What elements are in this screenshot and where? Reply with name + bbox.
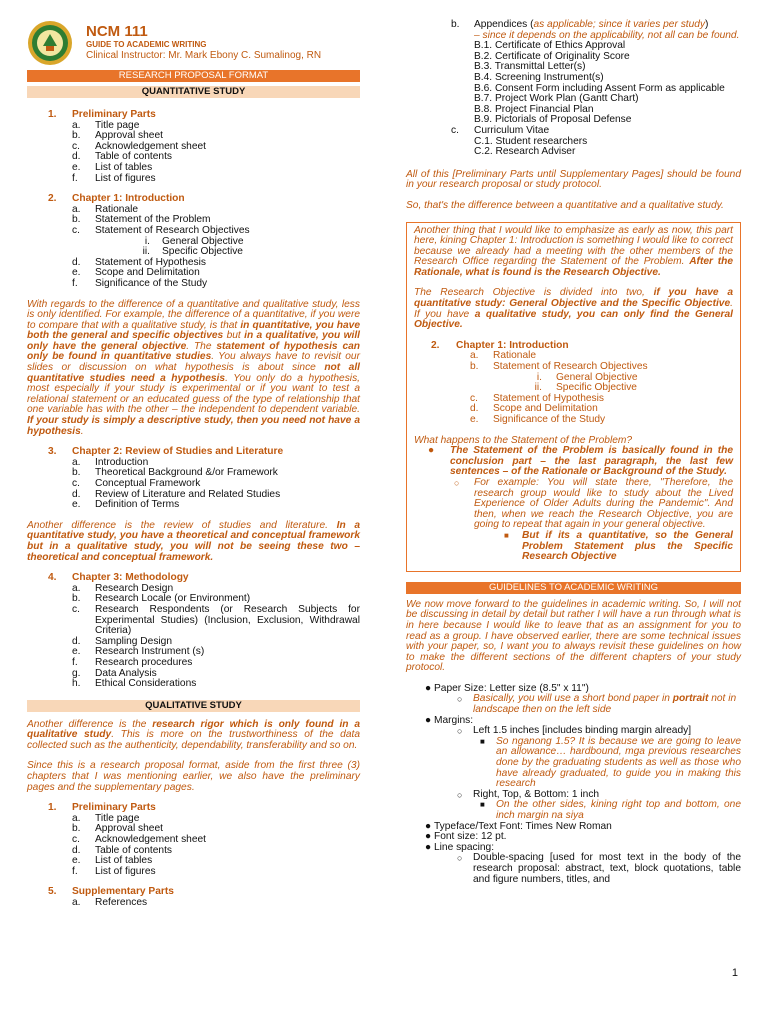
list-item: a. Title page	[72, 119, 140, 131]
paragraph-proposal-format: Since this is a research proposal format, aside from the first three (3) chapters that I was mentioning earlier, we also have the preliminary pages and the supplementary pages.	[27, 760, 360, 793]
guideline-bullet: ● Paper Size: Letter size (8.5" x 11")	[425, 682, 589, 694]
list-item: b. Research Locale (or Environment)	[72, 593, 251, 605]
guideline-bullet: ● Typeface/Text Font: Times New Roman	[425, 820, 612, 832]
list-item: c. Research Respondents (or Research Subjects for Experimental Studies) (Inclusion, Exclusion, Withdrawal Criteria)	[72, 603, 360, 637]
list-item: b. Approval sheet	[72, 130, 163, 142]
paragraph-guidelines: We now move forward to the guidelines in academic writing. So, I will not be discussing in detail by detail but rather I will have a run through what is in here because I would like to leave that as an assignment for you to read as a group. I have observed earlier, there are some technical issues with your paper, so, I want you to always revisit these guidelines on how to make the different sections of the different chapters of your study protocol.	[406, 598, 741, 674]
list-heading: 1. Preliminary Parts	[48, 802, 156, 814]
box-list-item: a. Rationale	[470, 350, 537, 362]
right-column	[406, 0, 741, 885]
appendix-item: B.7. Project Work Plan (Gantt Chart)	[474, 93, 639, 105]
cv-item: c. Curriculum Vitae	[451, 124, 550, 136]
box-list-item: b. Statement of Research Objectives	[470, 361, 648, 373]
list-item: d. Sampling Design	[72, 635, 173, 647]
section-bar-research-proposal: RESEARCH PROPOSAL FORMAT	[27, 70, 360, 82]
list-item: a. Introduction	[72, 456, 149, 468]
paragraph-rigor: Another difference is the research rigor which is only found in a qualitative study. This is more on the trustworthiness of the data collected such as the authenticity, dependability, transferability and so on.	[27, 718, 360, 751]
guideline-subsubbullet: ■ So nganong 1.5? It is because we are going to leave an allowance… hardbound, mga previous researches done by the graduating students as well as those who have already graduated, to guide you in making this research	[480, 735, 741, 790]
sub-list-item: i. General Objective	[144, 235, 244, 247]
list-item: b. Theoretical Background &/or Framework	[72, 467, 278, 479]
list-heading: 1. Preliminary Parts	[48, 109, 156, 120]
box-question: What happens to the Statement of the Problem?	[414, 434, 633, 446]
guideline-subbullet: ○ Right, Top, & Bottom: 1 inch	[457, 788, 600, 800]
guideline-subsubbullet: ■ On the other sides, kining right top and bottom, one inch margin na siya	[480, 799, 741, 821]
guideline-bullet: ● Font size: 12 pt.	[425, 831, 507, 843]
school-seal-logo	[27, 20, 73, 66]
list-heading: 3. Chapter 2: Review of Studies and Literature	[48, 446, 284, 458]
list-heading: 2. Chapter 1: Introduction	[431, 339, 569, 351]
list-item: a. Research Design	[72, 582, 174, 594]
appendix-item: B.2. Certificate of Originality Score	[474, 50, 630, 62]
list-item: d. Table of contents	[72, 844, 173, 856]
box-paragraph-intro: Another thing that I would like to emphasize as early as now, this part here, kining Chapter 1: Introduction is something I would like to correct because we already had a meeting with the other members of the Research Office regarding the Statement of the Problem. After the Rationale, what is found is the Research Objective.	[414, 224, 733, 278]
box-list-item: c. Statement of Hypothesis	[470, 392, 604, 404]
guideline-bullet: ● Line spacing:	[425, 841, 495, 853]
box-subbullet: ○ For example: You will state there, "Therefore, the research group would like to study about the Lived Experience of Older Adults during the Pandemic". And then, when we reach the Research Objective, you are going to repeat that again in your general objective.	[454, 476, 733, 531]
box-sub-list-item: i. General Objective	[536, 371, 638, 383]
list-item: d. Table of contents	[72, 151, 173, 163]
paragraph-all-of-this: All of this [Preliminary Parts until Supplementary Pages] should be found in your research proposal or study protocol.	[406, 168, 741, 191]
list-item: d. Review of Literature and Related Studies	[72, 488, 281, 500]
list-item: f. Significance of the Study	[72, 277, 208, 289]
guideline-bullet: ● Margins:	[425, 714, 474, 726]
list-item: e. Definition of Terms	[72, 499, 180, 511]
cv-sub-item: C.1. Student researchers	[474, 135, 588, 147]
paragraph-hypothesis: With regards to the difference of a quantitative and qualitative study, less is only identified. For example, the difference of a quantitative, if you were to compare that with a qualitative study, is that in quantitative, you have both the general and specific objectives but in a qualitative, you will only have the general objective. The statement of hypothesis can only be found in quantitative studies. You always have to revisit our slides or discussion on what hypothesis is about since not all quantitative studies need a hypothesis. You only do a hypothesis, most especially if your study is experimental or if you want to test a relational statement or an educated guess of the type of relationship that one variable has with the other – the independent to dependent variable. If your study is simply a descriptive study, then you need not have a hypothesis.	[27, 298, 361, 437]
list-item: a. Rationale	[72, 203, 139, 215]
paragraph-difference: So, that's the difference between a quantitative and a qualitative study.	[406, 199, 724, 211]
list-item: b. Approval sheet	[72, 823, 163, 835]
course-code: NCM 111	[86, 23, 148, 40]
note-box	[406, 222, 741, 572]
box-subsubbullet: ■ But if its a quantitative, so the General Problem Statement plus the Specific Research Objective	[504, 529, 733, 563]
box-paragraph-objectives: The Research Objective is divided into two, if you have a quantitative study: General Objective and the Specific Objective. If you have a qualitative study, you can only find the General Objective.	[414, 287, 734, 331]
list-item: a. Title page	[72, 812, 140, 824]
appendices-item: b. Appendices (as applicable; since it varies per study) – since it depends on the applicability, not all can be found.	[451, 19, 740, 41]
appendix-item: B.8. Project Financial Plan	[474, 103, 594, 115]
appendix-item: B.3. Transmittal Letter(s)	[474, 61, 586, 73]
guideline-subbullet: ○ Left 1.5 inches [includes binding margin already]	[457, 725, 692, 737]
appendix-item: B.6. Consent Form including Assent Form as applicable	[474, 82, 725, 94]
list-item: f. Research procedures	[72, 656, 193, 668]
list-item: c. Acknowledgement sheet	[72, 140, 206, 152]
cv-sub-item: C.2. Research Adviser	[474, 146, 576, 158]
box-sub-list-item: ii. Specific Objective	[534, 382, 637, 394]
list-heading: 4. Chapter 3: Methodology	[48, 572, 189, 584]
list-item: f. List of figures	[72, 172, 156, 184]
list-item: c. Acknowledgement sheet	[72, 834, 206, 846]
page-header	[27, 0, 360, 66]
appendix-item: B.9. Pictorials of Proposal Defense	[474, 114, 632, 126]
list-heading: 5. Supplementary Parts	[48, 886, 174, 898]
section-bar-quantitative: QUANTITATIVE STUDY	[27, 86, 360, 98]
list-item: e. List of tables	[72, 161, 153, 173]
appendix-item: B.4. Screening Instrument(s)	[474, 71, 604, 83]
list-heading: 2. Chapter 1: Introduction	[48, 193, 185, 205]
page-number: 1	[731, 967, 738, 979]
section-bar-qualitative: QUALITATIVE STUDY	[27, 700, 360, 712]
list-item: e. Scope and Delimitation	[72, 267, 200, 279]
list-item: c. Statement of Research Objectives	[72, 224, 250, 236]
box-list-item: e. Significance of the Study	[470, 414, 606, 425]
guideline-subbullet: ○ Basically, you will use a short bond paper in portrait not in landscape then on the left side	[457, 693, 737, 716]
list-item: b. Statement of the Problem	[72, 214, 211, 226]
section-bar-guidelines: GUIDELINES TO ACADEMIC WRITING	[406, 582, 741, 594]
list-item: h. Ethical Considerations	[72, 678, 197, 690]
list-item: g. Data Analysis	[72, 667, 157, 679]
box-bullet: ● The Statement of the Problem is basically found in the conclusion part – the last paragraph, the last few sentences – of the Rationale or Background of the Study.	[428, 445, 733, 478]
paragraph-framework: Another difference is the review of studies and literature. In a quantitative study, you have a theoretical and conceptual framework but in a qualitative study, you will not be seeing these two – theoretical and conceptual framework.	[27, 519, 360, 563]
list-item: d. Statement of Hypothesis	[72, 256, 206, 268]
list-item: e. List of tables	[72, 855, 153, 867]
sub-list-item: ii. Specific Objective	[142, 246, 243, 258]
instructor-name: Clinical Instructor: Mr. Mark Ebony C. Sumalinog, RN	[86, 50, 322, 61]
list-item: a. References	[72, 897, 148, 908]
list-item: f. List of figures	[72, 865, 156, 877]
list-item: c. Conceptual Framework	[72, 478, 201, 489]
list-item: e. Research Instrument (s)	[72, 646, 205, 658]
header-subtitle: GUIDE TO ACADEMIC WRITING	[86, 40, 207, 49]
guideline-subbullet: ○ Double-spacing [used for most text in the body of the research proposal: abstract, text, block quotations, table and figure numbers, titles, and	[457, 852, 741, 885]
appendix-item: B.1. Certificate of Ethics Approval	[474, 40, 626, 52]
left-column	[27, 0, 360, 909]
box-list-item: d. Scope and Delimitation	[470, 403, 598, 415]
